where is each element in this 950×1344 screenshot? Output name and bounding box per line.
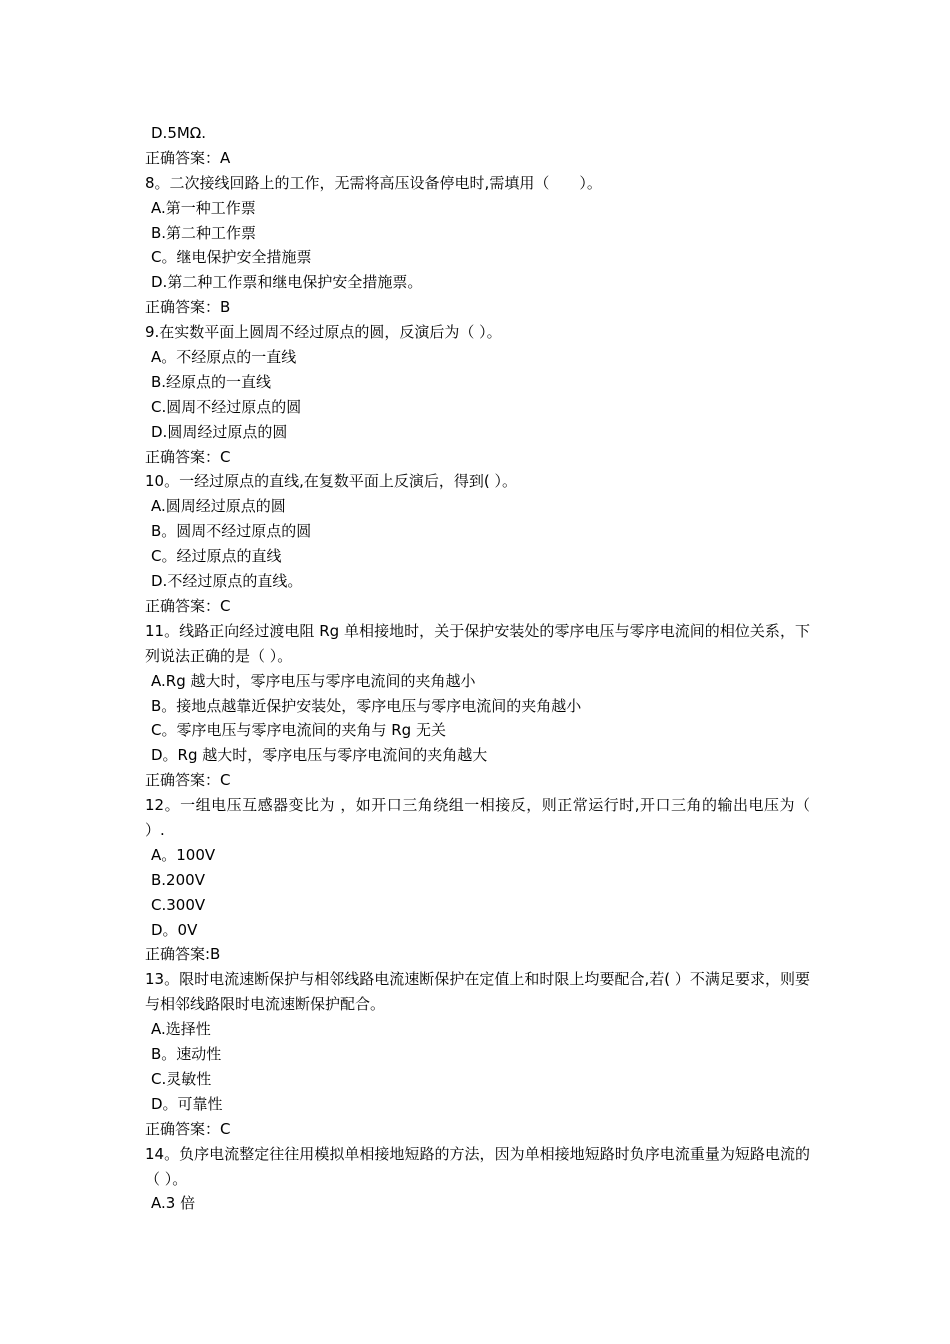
option-q11-d: D。Rg 越大时，零序电压与零序电流间的夹角越大: [151, 746, 488, 765]
option-q13-a: A.选择性: [151, 1020, 211, 1039]
option-q9-b: B.经原点的一直线: [151, 372, 272, 391]
option-q9-d: D.圆周经过原点的圆: [151, 422, 288, 441]
document-page: [145, 121, 810, 1216]
option-q12-a: A。100V: [151, 845, 216, 864]
question-13: 13。限时电流速断保护与相邻线路电流速断保护在定值上和时限上均要配合,若( ）不满足要求，则要与相邻线路限时电流速断保护配合。: [145, 970, 810, 1014]
question-10: 10。一经过原点的直线,在复数平面上反演后，得到( ）。: [145, 472, 517, 491]
question-9: 9.在实数平面上圆周不经过原点的圆，反演后为（ ）。: [145, 323, 502, 342]
option-q11-b: B。接地点越靠近保护安装处，零序电压与零序电流间的夹角越小: [151, 696, 582, 715]
answer-q11: 正确答案：C: [145, 771, 231, 790]
question-11: 11。线路正向经过渡电阻 Rg 单相接地时，关于保护安装处的零序电压与零序电流间的相位关系，下列说法正确的是（ ）。: [145, 621, 810, 665]
answer-q7: 正确答案：A: [145, 148, 231, 167]
option-q8-a: A.第一种工作票: [151, 198, 256, 217]
option-q8-b: B.第二种工作票: [151, 223, 257, 242]
option-q11-c: C。零序电压与零序电流间的夹角与 Rg 无关: [151, 721, 446, 740]
option-q12-c: C.300V: [151, 895, 206, 914]
option-q12-b: B.200V: [151, 870, 205, 889]
answer-q8: 正确答案：B: [145, 298, 231, 317]
option-q10-d: D.不经过原点的直线。: [151, 572, 303, 591]
question-14: 14。负序电流整定往往用模拟单相接地短路的方法，因为单相接地短路时负序电流重量为短路电流的（ ）。: [145, 1144, 810, 1188]
option-q9-c: C.圆周不经过原点的圆: [151, 397, 302, 416]
option-q13-c: C.灵敏性: [151, 1069, 212, 1088]
option-q13-b: B。速动性: [151, 1045, 222, 1064]
option-q8-d: D.第二种工作票和继电保护安全措施票。: [151, 273, 423, 292]
question-8: 8。二次接线回路上的工作，无需将高压设备停电时,需填用（ ）。: [145, 173, 602, 192]
option-q8-c: C。继电保护安全措施票: [151, 248, 312, 267]
option-q7-d: D.5MΩ.: [151, 124, 207, 142]
option-q12-d: D。0V: [151, 920, 198, 939]
option-q11-a: A.Rg 越大时，零序电压与零序电流间的夹角越小: [151, 671, 476, 690]
answer-q12: 正确答案:B: [145, 945, 221, 964]
question-12: 12。一组电压互感器变比为 ，如开口三角绕组一相接反，则正常运行时,开口三角的输出电压为（ ）.: [145, 796, 810, 839]
option-q13-d: D。可靠性: [151, 1094, 223, 1113]
option-q10-c: C。经过原点的直线: [151, 547, 282, 566]
option-q10-b: B。圆周不经过原点的圆: [151, 522, 312, 541]
answer-q9: 正确答案：C: [145, 447, 231, 466]
option-q9-a: A。不经原点的一直线: [151, 348, 297, 367]
option-q14-a: A.3 倍: [151, 1194, 196, 1213]
answer-q10: 正确答案：C: [145, 596, 231, 615]
option-q10-a: A.圆周经过原点的圆: [151, 497, 286, 516]
answer-q13: 正确答案：C: [145, 1119, 231, 1138]
